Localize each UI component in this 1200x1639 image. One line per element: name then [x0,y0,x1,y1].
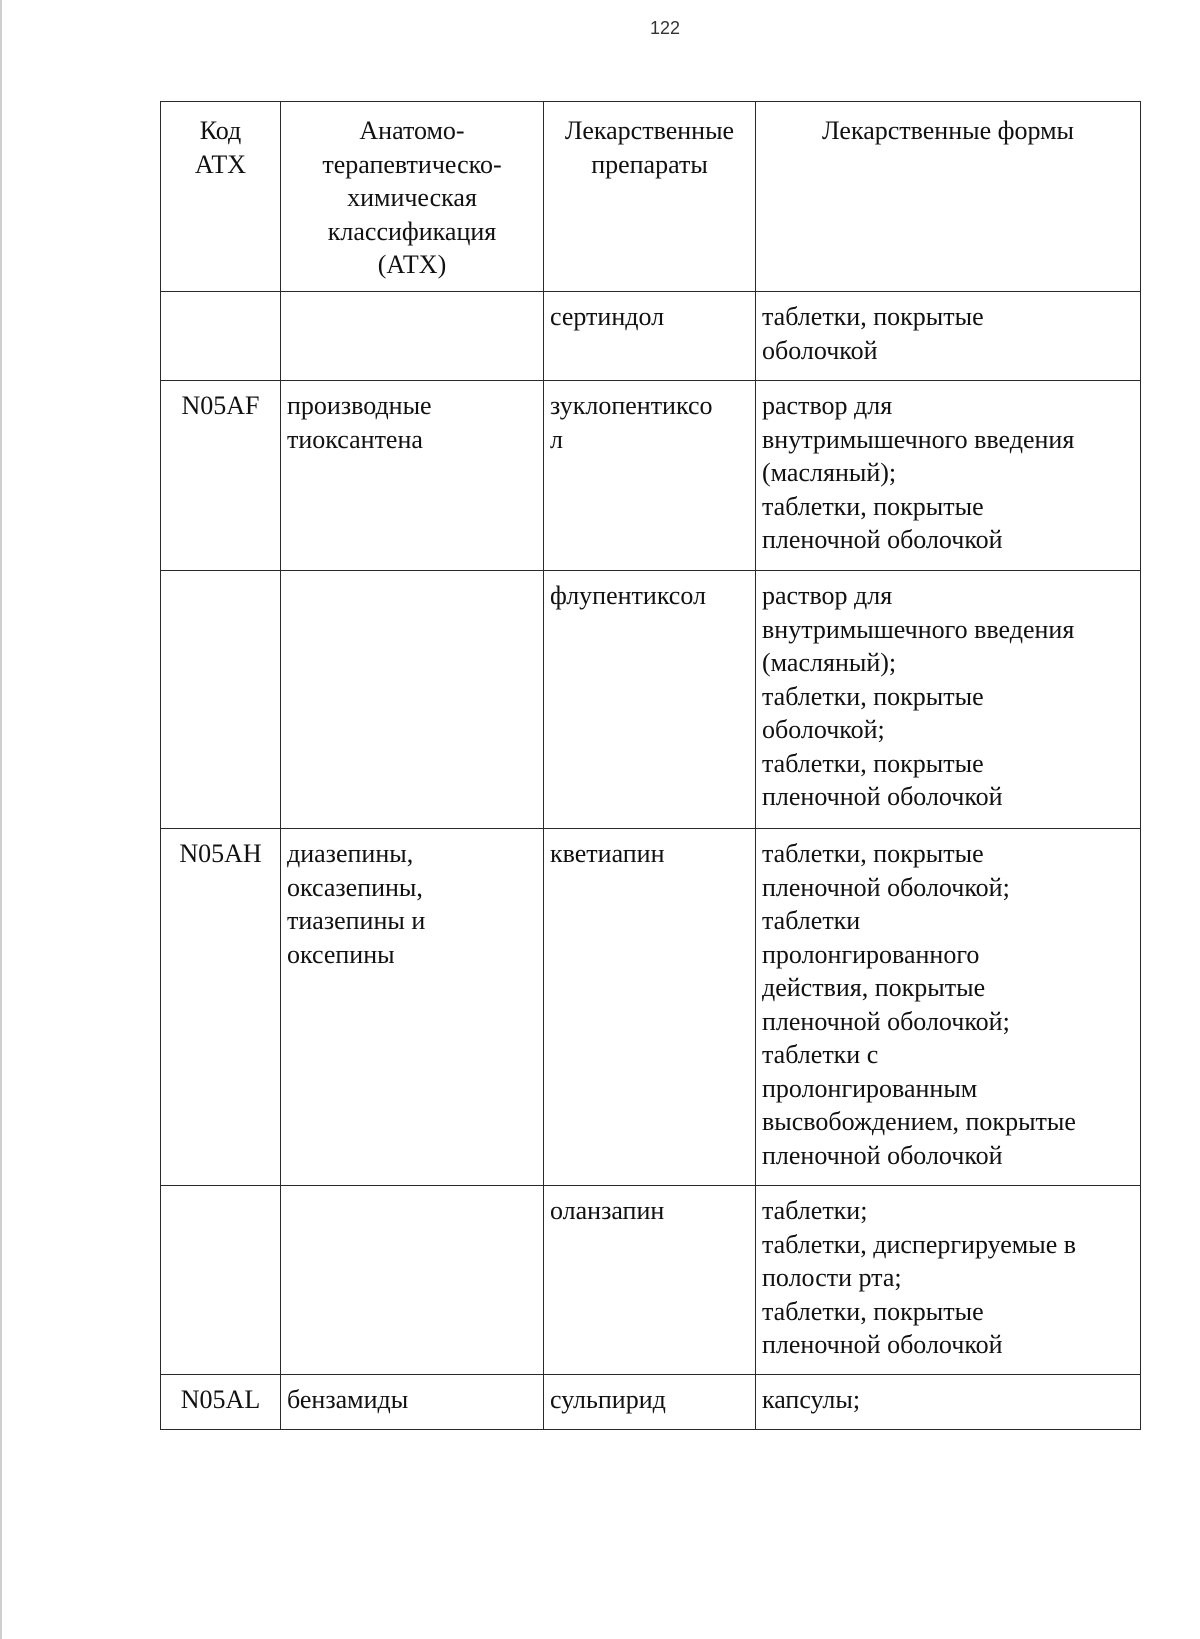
table-row [161,292,1141,381]
cell-forms: раствор для внутримышечного введения (масляный); таблетки, покрытые пленочной оболочкой [756,381,1141,571]
table-row [161,1375,1141,1430]
cell-code [161,292,281,381]
cell-drug: сульпирид [544,1375,756,1430]
header-classification: Анатомо- терапевтическо- химическая классификация (АТХ) [281,102,544,292]
cell-code: N05AF [161,381,281,571]
header-drugs: Лекарственные препараты [544,102,756,292]
cell-classification: бензамиды [281,1375,544,1430]
cell-code [161,571,281,829]
cell-forms: таблетки, покрытые оболочкой [756,292,1141,381]
header-code: Код АТХ [161,102,281,292]
table-row [161,381,1141,571]
cell-code: N05AL [161,1375,281,1430]
cell-forms: таблетки; таблетки, диспергируемые в полости рта; таблетки, покрытые пленочной оболочкой [756,1186,1141,1375]
cell-code: N05AH [161,829,281,1186]
cell-forms: таблетки, покрытые пленочной оболочкой; таблетки пролонгированного действия, покрытые пленочной оболочкой; таблетки с пролонгированным высвобождением, покрытые пленочной оболочкой [756,829,1141,1186]
cell-classification: диазепины, оксазепины, тиазепины и оксепины [281,829,544,1186]
cell-forms: капсулы; [756,1375,1141,1430]
table-header-row [161,102,1141,292]
cell-classification [281,292,544,381]
table-row [161,829,1141,1186]
cell-classification: производные тиоксантена [281,381,544,571]
cell-drug: сертиндол [544,292,756,381]
scan-edge [0,0,2,1639]
cell-drug: кветиапин [544,829,756,1186]
cell-code [161,1186,281,1375]
cell-drug: зуклопентиксо л [544,381,756,571]
atx-table [160,101,1141,1430]
cell-classification [281,1186,544,1375]
table-row [161,571,1141,829]
cell-forms: раствор для внутримышечного введения (масляный); таблетки, покрытые оболочкой; таблетки, покрытые пленочной оболочкой [756,571,1141,829]
cell-classification [281,571,544,829]
cell-drug: оланзапин [544,1186,756,1375]
table-row [161,1186,1141,1375]
page-number: 122 [649,18,681,38]
header-forms: Лекарственные формы [756,102,1141,292]
cell-drug: флупентиксол [544,571,756,829]
